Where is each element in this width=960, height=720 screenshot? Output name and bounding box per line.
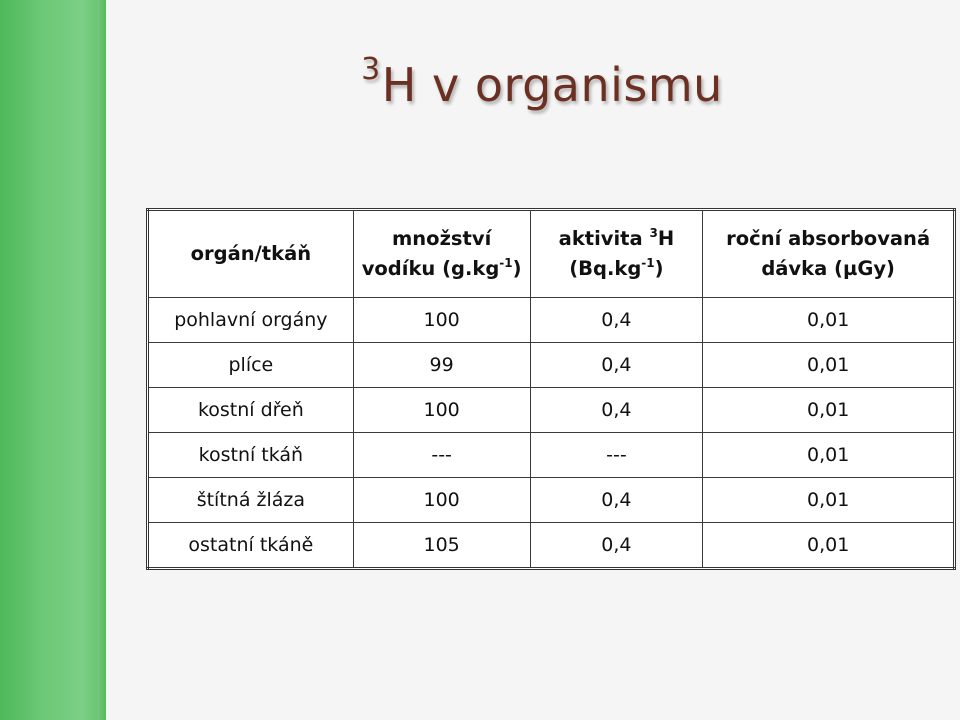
header-water-line2-prefix: vodíku (g.kg <box>361 257 500 280</box>
cell-activity: 0,4 <box>530 523 703 569</box>
cell-activity: 0,4 <box>530 298 703 343</box>
cell-organ: pohlavní orgány <box>148 298 354 343</box>
tritium-table <box>146 208 956 570</box>
cell-water: 100 <box>353 388 530 433</box>
cell-activity: 0,4 <box>530 478 703 523</box>
cell-water: 99 <box>353 343 530 388</box>
cell-dose: 0,01 <box>703 523 955 569</box>
cell-dose: 0,01 <box>703 478 955 523</box>
table-row <box>148 433 955 478</box>
header-water-line1: množství <box>391 227 492 250</box>
header-activity-line2 <box>569 257 663 280</box>
cell-organ: kostní tkáň <box>148 433 354 478</box>
table-row <box>148 523 955 569</box>
table-row <box>148 388 955 433</box>
table-header-row <box>148 210 955 298</box>
header-organ <box>148 210 354 298</box>
title-text: H v organismu <box>381 58 723 112</box>
header-water-line2-sup: -1 <box>499 256 513 270</box>
header-activity-line1-suffix: H <box>657 227 675 250</box>
cell-organ: plíce <box>148 343 354 388</box>
cell-dose: 0,01 <box>703 343 955 388</box>
header-dose-line1: roční absorbovaná <box>726 227 931 250</box>
table-row <box>148 298 955 343</box>
slide-title <box>0 52 960 112</box>
cell-water: --- <box>353 433 530 478</box>
header-activity-line2-sup: -1 <box>641 256 655 270</box>
header-activity <box>530 210 703 298</box>
cell-water: 100 <box>353 478 530 523</box>
header-activity-line1-prefix: aktivita <box>558 227 650 250</box>
cell-activity: 0,4 <box>530 388 703 433</box>
header-dose <box>703 210 955 298</box>
title-superscript: 3 <box>361 52 381 87</box>
table-row <box>148 478 955 523</box>
table-row <box>148 343 955 388</box>
cell-organ: štítná žláza <box>148 478 354 523</box>
cell-water: 105 <box>353 523 530 569</box>
header-water <box>353 210 530 298</box>
header-water-line2-suffix: ) <box>512 257 522 280</box>
header-organ-label: orgán/tkáň <box>190 242 312 265</box>
header-activity-line2-suffix: ) <box>654 257 664 280</box>
cell-organ: ostatní tkáně <box>148 523 354 569</box>
header-activity-line2-prefix: (Bq.kg <box>569 257 642 280</box>
cell-dose: 0,01 <box>703 433 955 478</box>
cell-water: 100 <box>353 298 530 343</box>
cell-dose: 0,01 <box>703 388 955 433</box>
cell-activity: 0,4 <box>530 343 703 388</box>
header-water-line2 <box>362 257 522 280</box>
header-dose-line2: dávka (µGy) <box>761 257 895 280</box>
header-activity-line1 <box>559 227 674 250</box>
cell-dose: 0,01 <box>703 298 955 343</box>
cell-organ: kostní dřeň <box>148 388 354 433</box>
header-activity-line1-sup: 3 <box>649 226 658 240</box>
cell-activity: --- <box>530 433 703 478</box>
